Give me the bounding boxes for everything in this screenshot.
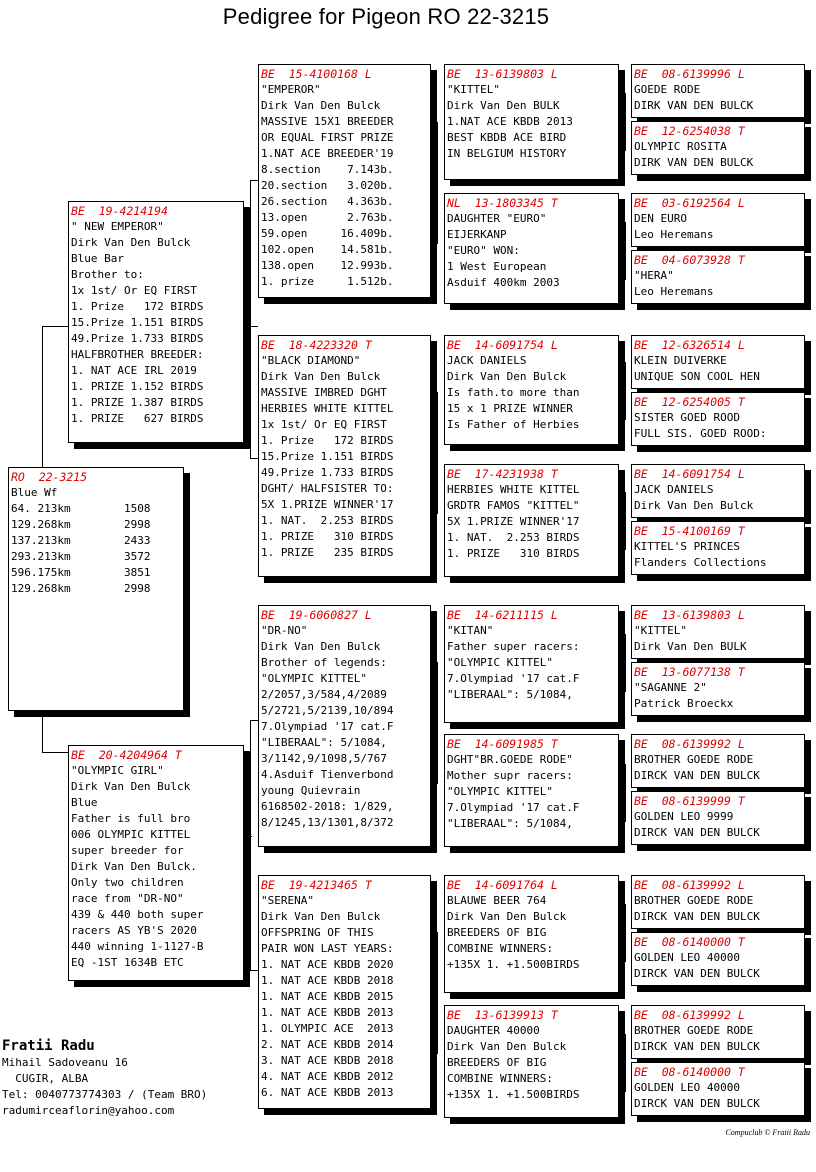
info-line: DGHT"BR.GOEDE RODE"	[447, 753, 573, 766]
info-line: 1.NAT ACE KBDB 2013	[447, 115, 573, 128]
info-line: GOLDEN LEO 40000	[634, 1081, 740, 1094]
great-grandparent-card	[444, 875, 619, 993]
info-line: 26.section 4.363b.	[261, 195, 394, 208]
info-line: Dirk Van Den Bulck.	[71, 860, 197, 873]
ring-number: RO 22-3215	[11, 470, 88, 484]
info-line: EIJERKANP	[447, 228, 507, 241]
info-line: Flanders Collections	[634, 556, 767, 569]
info-line: KLEIN DUIVERKE	[634, 354, 727, 367]
ring-number: BE 12-6254005 T	[634, 395, 745, 409]
ring-number: BE 13-6077138 T	[634, 665, 745, 679]
info-line: BLAUWE BEER 764	[447, 894, 547, 907]
info-line: 1. NAT. 2.253 BIRDS	[447, 531, 580, 544]
info-line: UNIQUE SON COOL HEN	[634, 370, 760, 383]
info-line: JACK DANIELS	[634, 483, 714, 496]
info-line: 3. NAT ACE KBDB 2018	[261, 1054, 394, 1067]
ggg-card	[631, 392, 805, 446]
info-line: 1. PRIZE 1.152 BIRDS	[71, 380, 204, 393]
info-line: 1. PRIZE 310 BIRDS	[261, 530, 394, 543]
info-line: DIRCK VAN DEN BULCK	[634, 826, 760, 839]
info-line: 1. prize 1.512b.	[261, 275, 394, 288]
ggg-card	[631, 521, 805, 575]
result-row: 129.268km 2998	[11, 518, 151, 531]
info-line: Blue	[71, 796, 98, 809]
ring-number: BE 14-6091985 T	[447, 737, 558, 751]
connector-line	[625, 904, 626, 962]
ggg-card	[631, 335, 805, 389]
great-grandparent-card	[444, 64, 619, 180]
connector-line	[244, 326, 258, 327]
ring-number: BE 13-6139803 L	[634, 608, 745, 622]
info-line: Is Father of Herbies	[447, 418, 580, 431]
connector-line	[431, 720, 437, 721]
connector-line	[437, 662, 438, 784]
ggg-card	[631, 1005, 805, 1059]
connector-line	[250, 458, 258, 459]
info-line: DIRCK VAN DEN BULCK	[634, 1097, 760, 1110]
result-row: 596.175km 3851	[11, 566, 151, 579]
info-line: 1. PRIZE 235 BIRDS	[261, 546, 394, 559]
info-line: FULL SIS. GOED ROOD:	[634, 427, 767, 440]
info-line: 1.NAT ACE BREEDER'19	[261, 147, 394, 160]
info-line: "LIBERAAL": 5/1084,	[447, 817, 573, 830]
connector-line	[625, 222, 626, 280]
ring-number: BE 14-6211115 L	[447, 608, 558, 622]
ring-number: NL 13-1803345 T	[447, 196, 558, 210]
info-line: Dirk Van Den Bulck	[261, 99, 381, 112]
info-line: "KITTEL"	[634, 624, 687, 637]
info-line: 1. OLYMPIC ACE 2013	[261, 1022, 394, 1035]
info-line: DEN EURO	[634, 212, 687, 225]
info-line: "DR-NO"	[261, 624, 308, 637]
info-line: 8.section 7.143b.	[261, 163, 394, 176]
info-line: 1 West European	[447, 260, 547, 273]
info-line: Asduif 400km 2003	[447, 276, 560, 289]
info-line: "OLYMPIC GIRL"	[71, 764, 164, 777]
info-line: BROTHER GOEDE RODE	[634, 1024, 754, 1037]
ring-number: BE 08-6139992 L	[634, 737, 745, 751]
ring-number: BE 13-6139913 T	[447, 1008, 558, 1022]
info-line: Brother of legends:	[261, 656, 387, 669]
info-line: 006 OLYMPIC KITTEL	[71, 828, 191, 841]
info-line: 1x 1st/ Or EQ FIRST	[71, 284, 197, 297]
info-line: Dirk Van Den Bulck	[634, 499, 754, 512]
info-line: 4.Asduif Tienverbond	[261, 768, 394, 781]
info-line: 1. NAT ACE KBDB 2020	[261, 958, 394, 971]
ring-number: BE 14-6091754 L	[634, 467, 745, 481]
info-line: Father is full bro	[71, 812, 191, 825]
info-line: BROTHER GOEDE RODE	[634, 753, 754, 766]
info-line: Blue Wf	[11, 486, 58, 499]
info-line: 4. NAT ACE KBDB 2012	[261, 1070, 394, 1083]
info-line: Dirk Van Den Bulck	[261, 370, 381, 383]
connector-line	[42, 326, 43, 468]
owner-address: Mihail Sadoveanu 16	[2, 1056, 128, 1069]
info-line: MASSIVE IMBRED DGHT	[261, 386, 387, 399]
info-line: 49.Prize 1.733 BIRDS	[261, 466, 394, 479]
info-line: 13.open 2.763b.	[261, 211, 394, 224]
info-line: EQ -1ST 1634B ETC	[71, 956, 184, 969]
info-line: 1. NAT. 2.253 BIRDS	[261, 514, 394, 527]
info-line: Dirk Van Den BULK	[447, 99, 560, 112]
info-line: 2. NAT ACE KBDB 2014	[261, 1038, 394, 1051]
info-line: 15 x 1 PRIZE WINNER	[447, 402, 573, 415]
connector-line	[437, 392, 438, 514]
info-line: JACK DANIELS	[447, 354, 527, 367]
ring-number: BE 04-6073928 T	[634, 253, 745, 267]
owner-info	[2, 1037, 207, 1119]
info-line: "LIBERAAL": 5/1084,	[447, 688, 573, 701]
subject-pigeon-card	[8, 467, 184, 711]
info-line: SISTER GOED ROOD	[634, 411, 740, 424]
info-line: BREEDERS OF BIG	[447, 1056, 547, 1069]
connector-line	[250, 180, 251, 458]
info-line: GRDTR FAMOS "KITTEL"	[447, 499, 580, 512]
page-title: Pedigree for Pigeon RO 22-3215	[222, 4, 550, 29]
great-grandparent-card	[444, 193, 619, 304]
ggg-card	[631, 605, 805, 659]
great-grandparent-card	[444, 464, 619, 577]
info-line: Dirk Van Den Bulck	[447, 910, 567, 923]
ring-number: BE 19-6060827 L	[261, 608, 372, 622]
info-line: Leo Heremans	[634, 228, 714, 241]
connector-line	[250, 970, 258, 971]
info-line: 15.Prize 1.151 BIRDS	[261, 450, 394, 463]
connector-line	[431, 182, 437, 183]
connector-line	[250, 720, 258, 721]
info-line: 3/1142,9/1098,5/767	[261, 752, 387, 765]
ring-number: BE 18-4223320 T	[261, 338, 372, 352]
info-line: DIRCK VAN DEN BULCK	[634, 1040, 760, 1053]
info-line: Father super racers:	[447, 640, 580, 653]
info-line: racers AS YB'S 2020	[71, 924, 197, 937]
ring-number: BE 19-4214194	[71, 204, 168, 218]
ring-number: BE 03-6192564 L	[634, 196, 745, 210]
info-line: young Quievrain	[261, 784, 361, 797]
ggg-card	[631, 64, 805, 118]
info-line: HALFBROTHER BREEDER:	[71, 348, 204, 361]
ring-number: BE 08-6139999 T	[634, 794, 745, 808]
info-line: BREEDERS OF BIG	[447, 926, 547, 939]
info-line: Only two children	[71, 876, 184, 889]
info-line: 1. NAT ACE KBDB 2018	[261, 974, 394, 987]
info-line: OLYMPIC ROSITA	[634, 140, 727, 153]
info-line: MASSIVE 15X1 BREEDER	[261, 115, 394, 128]
info-line: HERBIES WHITE KITTEL	[447, 483, 580, 496]
owner-name: Fratii Radu	[2, 1038, 95, 1054]
info-line: Dirk Van Den Bulck	[447, 370, 567, 383]
info-line: Dirk Van Den Bulck	[71, 780, 191, 793]
connector-line	[250, 180, 258, 181]
great-grandparent-card	[444, 335, 619, 445]
info-line: " NEW EMPEROR"	[71, 220, 164, 233]
info-line: Blue Bar	[71, 252, 124, 265]
connector-line	[431, 456, 437, 457]
info-line: Brother to:	[71, 268, 144, 281]
info-line: 1. NAT ACE KBDB 2013	[261, 1006, 394, 1019]
great-grandparent-card	[444, 605, 619, 723]
info-line: 5X 1.PRIZE WINNER'17	[447, 515, 580, 528]
ring-number: BE 14-6091764 L	[447, 878, 558, 892]
info-line: 20.section 3.020b.	[261, 179, 394, 192]
info-line: KITTEL'S PRINCES	[634, 540, 740, 553]
info-line: DIRCK VAN DEN BULCK	[634, 769, 760, 782]
info-line: 1x 1st/ Or EQ FIRST	[261, 418, 387, 431]
ring-number: BE 20-4204964 T	[71, 748, 182, 762]
info-line: COMBINE WINNERS:	[447, 942, 553, 955]
info-line: "OLYMPIC KITTEL"	[261, 672, 367, 685]
ggg-card	[631, 193, 805, 247]
great-grandparent-card	[444, 734, 619, 847]
info-line: super breeder for	[71, 844, 184, 857]
result-row: 64. 213km 1508	[11, 502, 151, 515]
connector-line	[625, 93, 626, 151]
info-line: GOEDE RODE	[634, 83, 701, 96]
ggg-card	[631, 121, 805, 175]
info-line: Dirk Van Den Bulck	[447, 1040, 567, 1053]
ggg-card	[631, 875, 805, 929]
owner-email: radumirceaflorin@yahoo.com	[2, 1104, 175, 1117]
ggg-card	[631, 662, 805, 716]
info-line: DGHT/ HALFSISTER TO:	[261, 482, 394, 495]
dam-card	[68, 745, 244, 981]
ring-number: BE 08-6140000 T	[634, 1065, 745, 1079]
info-line: +135X 1. +1.500BIRDS	[447, 1088, 580, 1101]
ring-number: BE 08-6139992 L	[634, 878, 745, 892]
info-line: IN BELGIUM HISTORY	[447, 147, 567, 160]
ring-number: BE 08-6139992 L	[634, 1008, 745, 1022]
info-line: 7.Olympiad '17 cat.F	[447, 801, 580, 814]
result-row: 137.213km 2433	[11, 534, 151, 547]
info-line: DIRK VAN DEN BULCK	[634, 99, 754, 112]
ggg-card	[631, 250, 805, 304]
grandparent-card	[258, 605, 431, 847]
info-line: 138.open 12.993b.	[261, 259, 394, 272]
info-line: OFFSPRING OF THIS	[261, 926, 374, 939]
info-line: DIRK VAN DEN BULCK	[634, 156, 754, 169]
ring-number: BE 19-4213465 T	[261, 878, 372, 892]
info-line: Leo Heremans	[634, 285, 714, 298]
info-line: PAIR WON LAST YEARS:	[261, 942, 394, 955]
info-line: +135X 1. +1.500BIRDS	[447, 958, 580, 971]
info-line: 59.open 16.409b.	[261, 227, 394, 240]
info-line: Dirk Van Den Bulck	[261, 910, 381, 923]
info-line: "HERA"	[634, 269, 674, 282]
info-line: "EURO" WON:	[447, 244, 520, 257]
grandparent-card	[258, 875, 431, 1109]
info-line: "SERENA"	[261, 894, 314, 907]
info-line: "BLACK DIAMOND"	[261, 354, 361, 367]
ring-number: BE 12-6254038 T	[634, 124, 745, 138]
info-line: "SAGANNE 2"	[634, 681, 707, 694]
info-line: 6168502-2018: 1/829,	[261, 800, 394, 813]
info-line: "KITTEL"	[447, 83, 500, 96]
info-line: GOLDEN LEO 9999	[634, 810, 734, 823]
ggg-card	[631, 464, 805, 518]
ring-number: BE 08-6139996 L	[634, 67, 745, 81]
connector-line	[625, 1034, 626, 1092]
info-line: 439 & 440 both super	[71, 908, 204, 921]
ring-number: BE 15-4100169 T	[634, 524, 745, 538]
info-line: 7.Olympiad '17 cat.F	[261, 720, 394, 733]
info-line: 1. PRIZE 310 BIRDS	[447, 547, 580, 560]
info-line: DIRCK VAN DEN BULCK	[634, 967, 760, 980]
connector-line	[437, 932, 438, 1054]
info-line: 6. NAT ACE KBDB 2013	[261, 1086, 394, 1099]
info-line: DAUGHTER 40000	[447, 1024, 540, 1037]
owner-city: CUGIR, ALBA	[2, 1072, 89, 1085]
info-line: 1. PRIZE 627 BIRDS	[71, 412, 204, 425]
info-line: 2/2057,3/584,4/2089	[261, 688, 387, 701]
info-line: Dirk Van Den BULK	[634, 640, 747, 653]
info-line: 15.Prize 1.151 BIRDS	[71, 316, 204, 329]
ggg-card	[631, 791, 805, 845]
great-grandparent-card	[444, 1005, 619, 1118]
info-line: Dirk Van Den Bulck	[71, 236, 191, 249]
info-line: "OLYMPIC KITTEL"	[447, 656, 553, 669]
info-line: "KITAN"	[447, 624, 494, 637]
grandparent-card	[258, 335, 431, 577]
ggg-card	[631, 734, 805, 788]
ring-number: BE 15-4100168 L	[261, 67, 372, 81]
connector-line	[625, 764, 626, 822]
info-line: 440 winning 1-1127-B	[71, 940, 204, 953]
info-line: "EMPEROR"	[261, 83, 321, 96]
info-line: BROTHER GOEDE RODE	[634, 894, 754, 907]
info-line: Patrick Broeckx	[634, 697, 734, 710]
info-line: GOLDEN LEO 40000	[634, 951, 740, 964]
result-row: 293.213km 3572	[11, 550, 151, 563]
info-line: 7.Olympiad '17 cat.F	[447, 672, 580, 685]
info-line: Dirk Van Den Bulck	[261, 640, 381, 653]
info-line: race from "DR-NO"	[71, 892, 184, 905]
info-line: Is fath.to more than	[447, 386, 580, 399]
info-line: BEST KBDB ACE BIRD	[447, 131, 567, 144]
result-row: 129.268km 2998	[11, 582, 151, 595]
info-line: 49.Prize 1.733 BIRDS	[71, 332, 204, 345]
footer-credit: Compuclub © Fratii Radu	[725, 1128, 810, 1137]
info-line: "LIBERAAL": 5/1084,	[261, 736, 387, 749]
ring-number: BE 14-6091754 L	[447, 338, 558, 352]
connector-line	[625, 362, 626, 420]
ggg-card	[631, 932, 805, 986]
info-line: 102.open 14.581b.	[261, 243, 394, 256]
ggg-card	[631, 1062, 805, 1116]
info-line: DIRCK VAN DEN BULCK	[634, 910, 760, 923]
ring-number: BE 12-6326514 L	[634, 338, 745, 352]
info-line: 1. Prize 172 BIRDS	[71, 300, 204, 313]
ring-number: BE 17-4231938 T	[447, 467, 558, 481]
info-line: HERBIES WHITE KITTEL	[261, 402, 394, 415]
info-line: 1. NAT ACE IRL 2019	[71, 364, 197, 377]
connector-line	[250, 720, 251, 970]
connector-line	[42, 716, 43, 752]
connector-line	[431, 970, 437, 971]
info-line: 8/1245,13/1301,8/372	[261, 816, 394, 829]
info-line: 5/2721,5/2139,10/894	[261, 704, 394, 717]
info-line: 1. PRIZE 1.387 BIRDS	[71, 396, 204, 409]
info-line: COMBINE WINNERS:	[447, 1072, 553, 1085]
ring-number: BE 08-6140000 T	[634, 935, 745, 949]
info-line: 5X 1.PRIZE WINNER'17	[261, 498, 394, 511]
info-line: "OLYMPIC KITTEL"	[447, 785, 553, 798]
connector-line	[437, 122, 438, 244]
sire-card	[68, 201, 244, 443]
info-line: Mother supr racers:	[447, 769, 573, 782]
info-line: OR EQUAL FIRST PRIZE	[261, 131, 394, 144]
grandparent-card	[258, 64, 431, 298]
info-line: 1. NAT ACE KBDB 2015	[261, 990, 394, 1003]
info-line: DAUGHTER "EURO"	[447, 212, 547, 225]
info-line: 1. Prize 172 BIRDS	[261, 434, 394, 447]
owner-phone: Tel: 0040773774303 / (Team BRO)	[2, 1088, 208, 1101]
connector-line	[625, 634, 626, 692]
ring-number: BE 13-6139803 L	[447, 67, 558, 81]
connector-line	[625, 492, 626, 550]
